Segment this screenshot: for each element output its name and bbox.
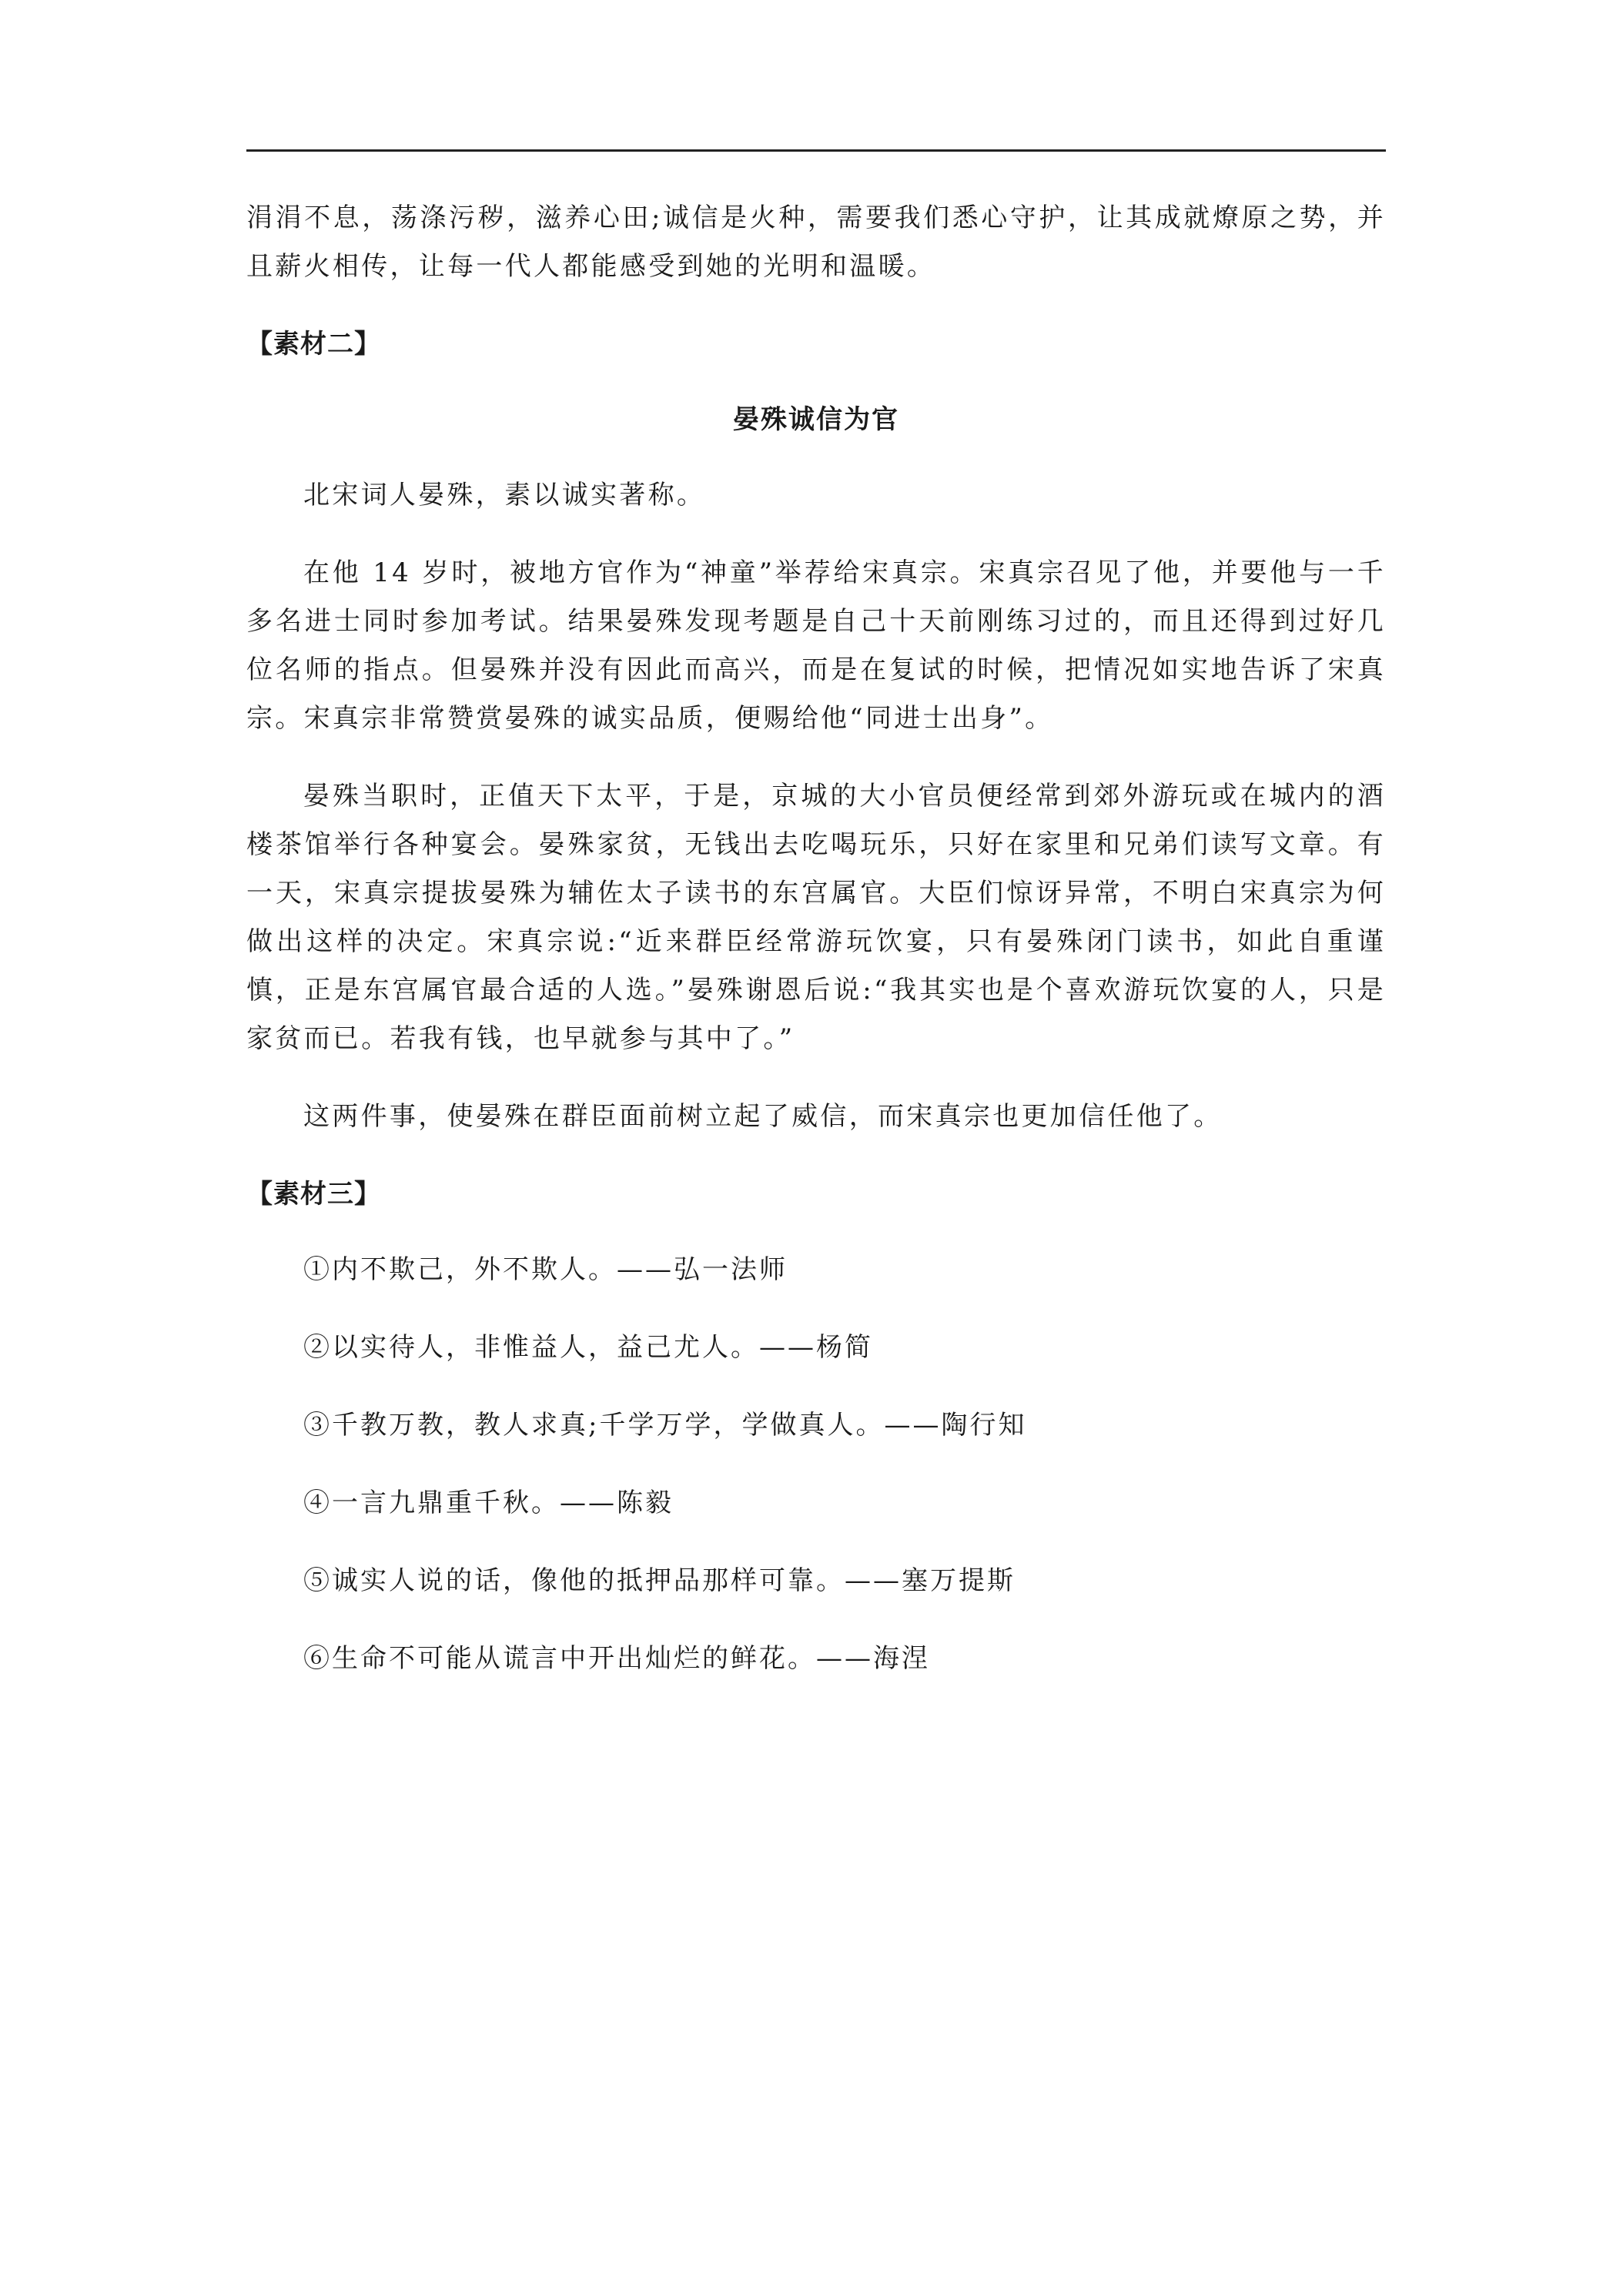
quote-item: ②以实待人，非惟益人，益己尤人。——杨简: [303, 1332, 873, 1363]
material-three-heading: 【素材三】: [246, 1179, 381, 1210]
header-rule: [246, 149, 1386, 152]
quote-item: ③千教万教，教人求真;千学万学，学做真人。——陶行知: [303, 1410, 1027, 1441]
body-paragraph: 晏殊当职时，正值天下太平，于是，京城的大小官员便经常到郊外游玩或在城内的酒楼茶馆举行各种宴会。晏殊家贫，无钱出去吃喝玩乐，只好在家里和兄弟们读写文章。有一天，宋真宗提拔晏殊为辅佐太子读书的东宫属官。大臣们惊讶异常，不明白宋真宗为何做出这样的决定。宋真宗说:“近来群臣经常游玩饮宴，只有晏殊闭门读书，如此自重谨慎，正是东宫属官最合适的人选。”晏殊谢恩后说:“我其实也是个喜欢游玩饮宴的人，只是家贫而已。若我有钱，也早就参与其中了。”: [246, 781, 1386, 1054]
body-paragraph: 在他 14 岁时，被地方官作为“神童”举荐给宋真宗。宋真宗召见了他，并要他与一千多名进士同时参加考试。结果晏殊发现考题是自己十天前刚练习过的，而且还得到过好几位名师的指点。但晏殊并没有因此而高兴，而是在复试的时候，把情况如实地告诉了宋真宗。宋真宗非常赞赏晏殊的诚实品质，便赐给他“同进士出身”。: [246, 557, 1386, 734]
material-two-heading: 【素材二】: [246, 329, 381, 360]
body-paragraph: 这两件事，使晏殊在群臣面前树立起了威信，而宋真宗也更加信任他了。: [303, 1101, 1223, 1132]
quote-item: ⑤诚实人说的话，像他的抵押品那样可靠。——塞万提斯: [303, 1565, 1016, 1596]
article-title: 晏殊诚信为官: [733, 404, 899, 435]
quote-item: ④一言九鼎重千秋。——陈毅: [303, 1488, 674, 1518]
quote-item: ⑥生命不可能从谎言中开出灿烂的鲜花。——海涅: [303, 1643, 930, 1674]
body-paragraph: 北宋词人晏殊，素以诚实著称。: [303, 480, 706, 510]
quote-item: ①内不欺己，外不欺人。——弘一法师: [303, 1254, 788, 1285]
intro-paragraph: 涓涓不息，荡涤污秽，滋养心田;诚信是火种，需要我们悉心守护，让其成就燎原之势，并且薪火相传，让每一代人都能感受到她的光明和温暖。: [246, 202, 1386, 282]
document-body: [246, 194, 1386, 1712]
